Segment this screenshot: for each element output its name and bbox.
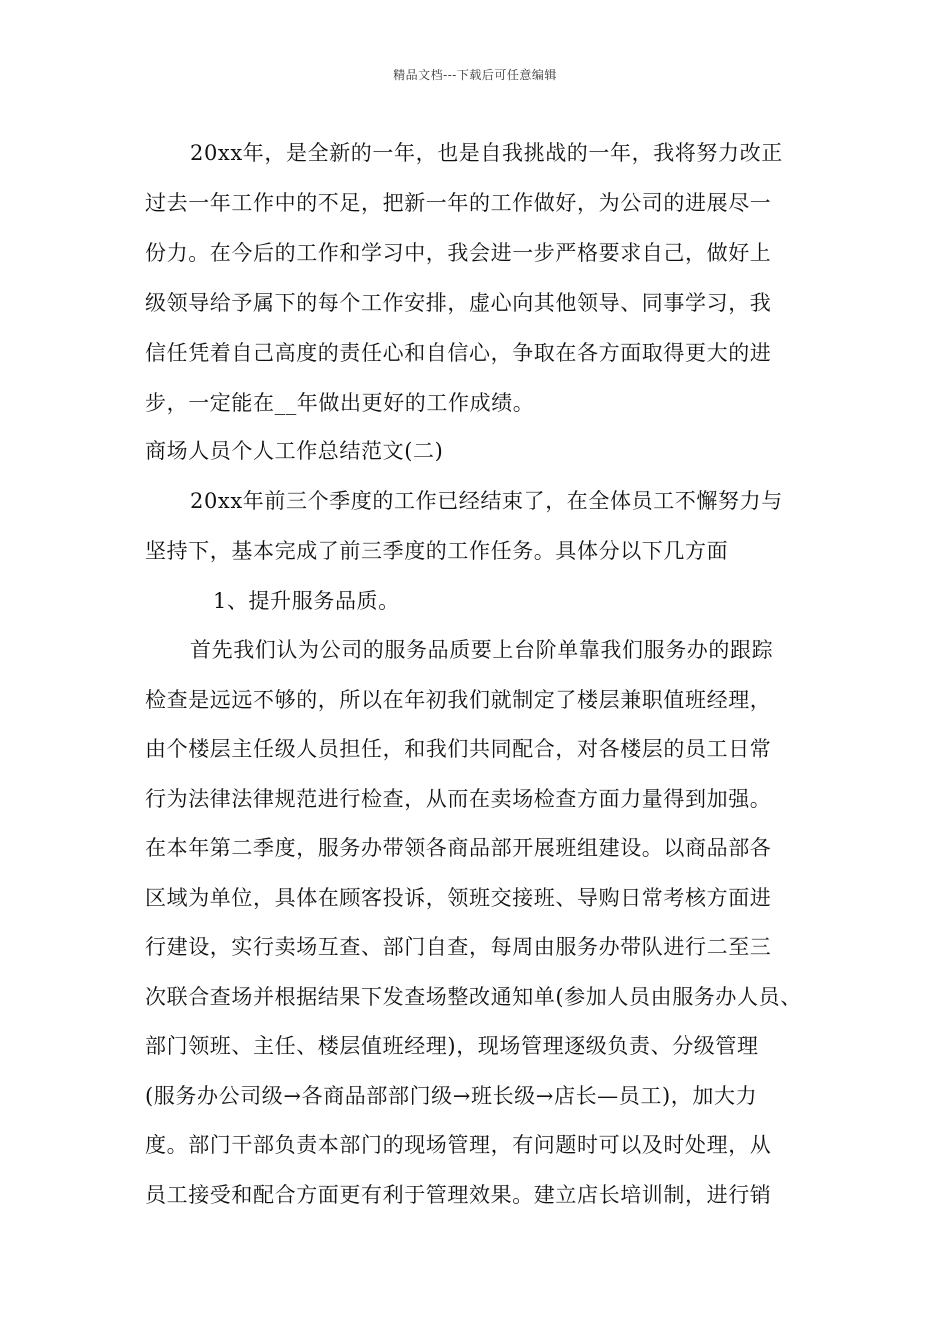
paragraph-line: 步，一定能在__年做出更好的工作成绩。 bbox=[145, 391, 535, 415]
paragraph-line: 检查是远远不够的，所以在年初我们就制定了楼层兼职值班经理， bbox=[145, 688, 772, 712]
paragraph-line: 信任凭着自己高度的责任心和自信心，争取在各方面取得更大的进 bbox=[145, 341, 772, 365]
paragraph-line: 员工接受和配合方面更有利于管理效果。建立店长培训制，进行销 bbox=[145, 1183, 772, 1207]
paragraph-line: 份力。在今后的工作和学习中，我会进一步严格要求自己，做好上 bbox=[145, 241, 772, 265]
paragraph-line: 行为法律法律规范进行检查，从而在卖场检查方面力量得到加强。 bbox=[145, 787, 772, 811]
list-item-heading: 1、提升服务品质。 bbox=[213, 589, 400, 613]
paragraph-line: 由个楼层主任级人员担任，和我们共同配合，对各楼层的员工日常 bbox=[145, 737, 772, 761]
paragraph-line: 坚持下，基本完成了前三季度的工作任务。具体分以下几方面 bbox=[145, 539, 729, 563]
paragraph-line: 部门领班、主任、楼层值班经理)，现场管理逐级负责、分级管理 bbox=[145, 1034, 759, 1058]
paragraph-line: 在本年第二季度，服务办带领各商品部开展班组建设。以商品部各 bbox=[145, 836, 772, 860]
paragraph-line: 过去一年工作中的不足，把新一年的工作做好，为公司的进展尽一 bbox=[145, 191, 772, 215]
paragraph-line: 次联合查场并根据结果下发查场整改通知单(参加人员由服务办人员、 bbox=[145, 985, 802, 1009]
page-header: 精品文档---下载后可任意编辑 bbox=[393, 68, 557, 82]
paragraph-line: 20xx年，是全新的一年，也是自我挑战的一年，我将努力改正 bbox=[190, 141, 783, 165]
paragraph-line: (服务办公司级→各商品部部门级→班长级→店长—员工)，加大力 bbox=[145, 1084, 758, 1108]
paragraph-line: 行建设，实行卖场互查、部门自查，每周由服务办带队进行二至三 bbox=[145, 935, 772, 959]
paragraph-line: 首先我们认为公司的服务品质要上台阶单靠我们服务办的跟踪 bbox=[190, 638, 774, 662]
paragraph-line: 区域为单位，具体在顾客投诉，领班交接班、导购日常考核方面进 bbox=[145, 886, 772, 910]
paragraph-line: 20xx年前三个季度的工作已经结束了，在全体员工不懈努力与 bbox=[190, 489, 783, 513]
section-heading: 商场人员个人工作总结范文(二) bbox=[145, 439, 444, 463]
paragraph-line: 级领导给予属下的每个工作安排，虚心向其他领导、同事学习，我 bbox=[145, 291, 772, 315]
paragraph-line: 度。部门干部负责本部门的现场管理，有问题时可以及时处理，从 bbox=[145, 1133, 772, 1157]
